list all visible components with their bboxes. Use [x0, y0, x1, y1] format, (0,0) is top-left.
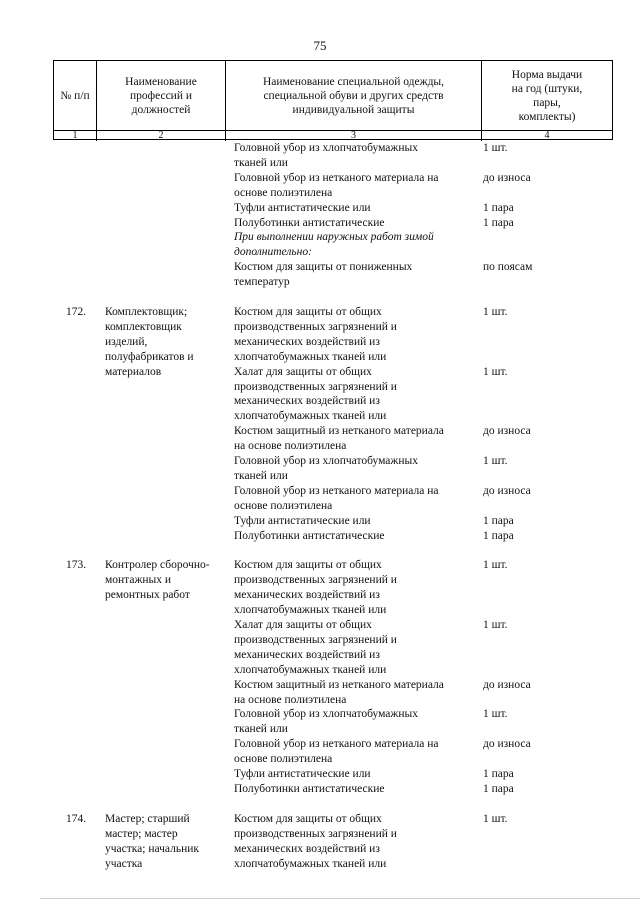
- item-norm: 1 пара: [483, 514, 514, 527]
- column-numbers-row: [54, 130, 612, 141]
- item-norm: 1 шт.: [483, 559, 508, 572]
- item-name-line: Полуботинки антистатические: [234, 782, 385, 795]
- item-name-line: Полуботинки антистатические: [234, 216, 385, 229]
- item-name-line: Головной убор из хлопчатобумажных: [234, 455, 418, 467]
- item-name-line: Халат для защиты от общих: [234, 619, 372, 631]
- profession-line: Контролер сборочно-: [105, 559, 210, 572]
- profession-line: Комплектовщик;: [105, 306, 188, 318]
- page-number: 75: [313, 38, 327, 53]
- item-name-line: Туфли антистатические или: [234, 514, 371, 527]
- profession-line: ремонтных работ: [105, 589, 190, 602]
- item-norm: 1 пара: [483, 768, 514, 780]
- profession-line: участка: [105, 857, 143, 870]
- item-norm: 1 шт.: [483, 365, 508, 378]
- item-name-line: Головной убор из нетканого материала на: [234, 738, 439, 751]
- item-name-line: Туфли антистатические или: [234, 768, 371, 780]
- header-line: на год (штуки,: [511, 82, 583, 95]
- item-name-line: Головной убор из нетканого материала на: [234, 171, 439, 184]
- item-norm: до износа: [483, 738, 531, 751]
- item-norm: до износа: [483, 171, 531, 184]
- column-number: 2: [97, 131, 226, 141]
- item-name-line: Костюм для защиты от общих: [234, 812, 382, 825]
- item-name-line: хлопчатобумажных тканей или: [234, 410, 387, 423]
- item-norm: 1 шт.: [483, 455, 508, 467]
- item-name-line: производственных загрязнений и: [234, 380, 397, 393]
- row-number: 173.: [66, 559, 87, 572]
- header-line: Норма выдачи: [511, 68, 583, 81]
- item-name-line: Полуботинки антистатические: [234, 529, 385, 542]
- item-name-line: механических воздействий из: [234, 648, 380, 661]
- header-col-profession: [97, 61, 226, 130]
- header-col-equipment: [226, 61, 482, 130]
- item-norm: 1 шт.: [483, 619, 508, 631]
- item-norm: 1 шт.: [483, 142, 508, 154]
- item-name-line: на основе полиэтилена: [234, 440, 347, 453]
- note-line: При выполнении наружных работ зимой: [234, 231, 434, 244]
- item-name-line: Головной убор из хлопчатобумажных: [234, 708, 418, 721]
- item-name-line: тканей или: [234, 156, 288, 169]
- profession-line: мастер; мастер: [105, 827, 178, 840]
- item-name-line: механических воздействий из: [234, 335, 380, 348]
- item-name-line: хлопчатобумажных тканей или: [234, 663, 387, 676]
- item-name-line: Костюм для защиты от пониженных: [234, 261, 413, 274]
- item-norm: до износа: [483, 425, 531, 438]
- header-line: профессий и: [129, 89, 193, 102]
- header-line: пары,: [533, 96, 561, 109]
- item-norm: по поясам: [483, 261, 533, 274]
- column-number: 3: [226, 131, 482, 141]
- item-name-line: производственных загрязнений и: [234, 827, 397, 840]
- item-name-line: механических воздействий из: [234, 589, 380, 602]
- item-name-line: производственных загрязнений и: [234, 633, 397, 646]
- header-col-norm: [482, 61, 612, 130]
- row-number: 174.: [66, 812, 87, 825]
- item-name-line: Костюм для защиты от общих: [234, 306, 382, 318]
- item-name-line: Костюм для защиты от общих: [234, 559, 382, 572]
- item-norm: 1 пара: [483, 782, 514, 795]
- item-name-line: хлопчатобумажных тканей или: [234, 350, 387, 363]
- item-norm: 1 пара: [483, 216, 514, 229]
- item-name-line: Костюм защитный из нетканого материала: [234, 678, 444, 691]
- item-norm: 1 пара: [483, 201, 514, 214]
- header-line: Наименование специальной одежды,: [262, 75, 445, 88]
- item-name-line: хлопчатобумажных тканей или: [234, 604, 387, 617]
- profession-line: участка; начальник: [105, 842, 200, 855]
- item-norm: до износа: [483, 678, 531, 691]
- header-line: Наименование: [125, 75, 197, 88]
- header-line: должностей: [131, 103, 191, 116]
- header-col-number: № п/п: [54, 61, 97, 130]
- item-norm: 1 шт.: [483, 708, 508, 721]
- item-name-line: Головной убор из нетканого материала на: [234, 484, 439, 497]
- table-header: [53, 60, 613, 140]
- profession-line: полуфабрикатов и: [105, 350, 194, 363]
- profession-line: материалов: [105, 365, 162, 378]
- item-norm: до износа: [483, 484, 531, 497]
- header-line: специальной обуви и других средств: [263, 89, 444, 102]
- item-norm: 1 шт.: [483, 306, 508, 318]
- item-name-line: тканей или: [234, 469, 288, 482]
- item-name-line: Костюм защитный из нетканого материала: [234, 425, 444, 438]
- header-line: индивидуальной защиты: [292, 103, 415, 116]
- header-line: комплекты): [518, 110, 576, 123]
- note-line: дополнительно:: [234, 246, 312, 259]
- item-name-line: механических воздействий из: [234, 395, 380, 408]
- item-name-line: Головной убор из хлопчатобумажных: [234, 142, 418, 154]
- item-norm: 1 пара: [483, 529, 514, 542]
- profession-line: монтажных и: [105, 574, 172, 587]
- profession-line: Мастер; старший: [105, 812, 190, 825]
- item-name-line: Халат для защиты от общих: [234, 365, 372, 378]
- item-name-line: Туфли антистатические или: [234, 201, 371, 214]
- item-name-line: температур: [234, 276, 290, 289]
- profession-line: комплектовщик: [105, 320, 182, 333]
- row-number: 172.: [66, 306, 87, 318]
- profession-line: изделий,: [105, 335, 148, 348]
- item-name-line: на основе полиэтилена: [234, 693, 347, 706]
- item-name-line: производственных загрязнений и: [234, 574, 397, 587]
- item-name-line: основе полиэтилена: [234, 753, 333, 766]
- item-name-line: механических воздействий из: [234, 842, 380, 855]
- page-bottom-rule: [40, 898, 640, 899]
- item-norm: 1 шт.: [483, 812, 508, 825]
- item-name-line: основе полиэтилена: [234, 499, 333, 512]
- item-name-line: основе полиэтилена: [234, 186, 333, 199]
- column-number: 4: [544, 130, 550, 141]
- item-name-line: производственных загрязнений и: [234, 320, 397, 333]
- item-name-line: хлопчатобумажных тканей или: [234, 857, 387, 870]
- item-name-line: тканей или: [234, 723, 288, 736]
- column-number: 1: [54, 131, 97, 141]
